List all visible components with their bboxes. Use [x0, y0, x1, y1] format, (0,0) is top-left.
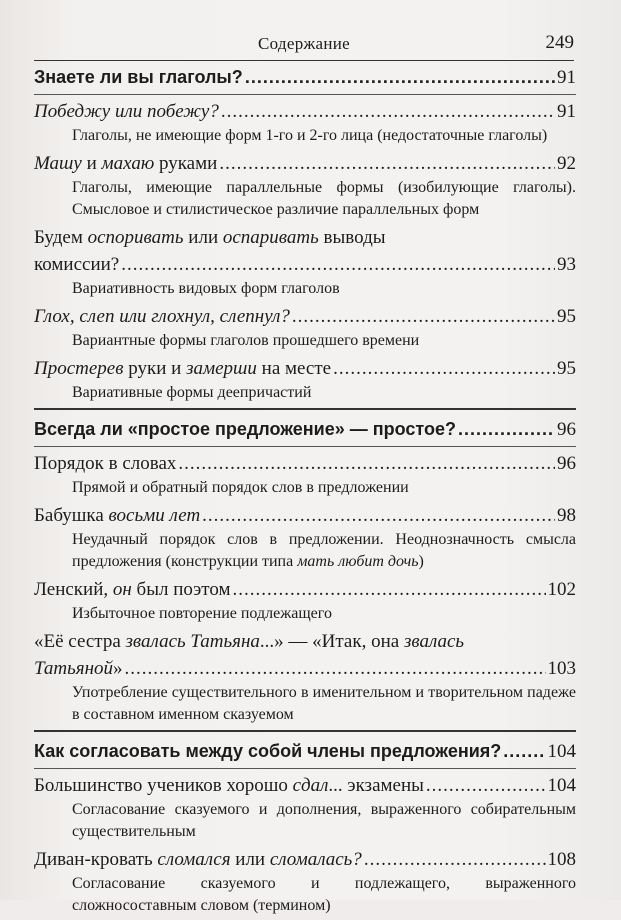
entry-title: Победжу или побежу?	[34, 101, 219, 122]
header-title: Содержание	[257, 34, 351, 53]
running-header	[34, 30, 574, 61]
table-of-contents	[34, 64, 576, 920]
entry-title-part: или	[230, 849, 270, 870]
entry-title-part: звалась Татьяна	[125, 631, 260, 652]
entry-title-part: руками	[154, 153, 218, 174]
section-heading[interactable]	[34, 416, 576, 443]
entry-title-part: замерши	[186, 358, 257, 379]
leader-dots	[503, 738, 545, 765]
toc-entry[interactable]	[34, 355, 576, 382]
leader-dots	[426, 772, 546, 799]
entry-title-part: он	[112, 579, 132, 600]
leader-dots	[364, 846, 546, 873]
section-divider	[34, 768, 576, 769]
section-divider	[34, 94, 576, 95]
page-ref: 91	[557, 67, 576, 88]
toc-entry[interactable]	[34, 150, 576, 177]
entry-description: Вариативность видовых форм глаголов	[72, 280, 340, 297]
leader-dots	[458, 416, 555, 443]
description-part: )	[418, 553, 424, 570]
leader-dots	[121, 251, 555, 278]
page-ref: 108	[547, 849, 576, 870]
leader-dots	[219, 150, 555, 177]
toc-entry[interactable]	[34, 251, 576, 278]
entry-title: Порядок в словах	[34, 453, 177, 474]
leader-dots	[221, 98, 555, 125]
entry-title-part: «Её сестра	[34, 631, 126, 652]
entry-title-part: выводы	[318, 227, 386, 248]
entry-title-part: Татьяной	[34, 658, 114, 679]
toc-entry[interactable]	[34, 655, 576, 682]
toc-entry[interactable]	[34, 576, 576, 603]
page-ref: 102	[547, 579, 576, 600]
entry-title-part: ...» — «Итак, она	[259, 631, 404, 652]
entry-title-part: ... экзамены	[328, 775, 424, 796]
entry-title-part: на месте	[256, 358, 332, 379]
entry-title-part: или	[183, 227, 223, 248]
section-title: Знаете ли вы глаголы?	[34, 67, 243, 87]
entry-title-part: сломался	[157, 849, 231, 870]
entry-title-part: махаю	[101, 153, 155, 174]
entry-title-part: оспоривать	[87, 227, 184, 248]
entry-title-part: Большинство учеников хорошо	[34, 775, 293, 796]
page-ref: 96	[557, 419, 576, 440]
header-page-number: 249	[545, 32, 574, 53]
page-ref: 98	[557, 505, 576, 526]
entry-title-part: Машу	[34, 153, 82, 174]
entry-description	[34, 529, 576, 573]
entry-description: Прямой и обратный порядок слов в предложении	[72, 479, 409, 496]
entry-title-part: Простерев	[34, 358, 124, 379]
section-divider	[34, 446, 576, 447]
entry-title-part: комиссии?	[34, 254, 120, 275]
entry-title-part: Ленский,	[34, 579, 113, 600]
page-ref: 103	[547, 658, 576, 679]
entry-title-part: Бабушка	[34, 505, 109, 526]
entry-description: Согласование сказуемого и подлежащего, выраженного сложносоставным словом (термином)	[72, 875, 576, 914]
page-ref: 91	[557, 101, 576, 122]
page-ref: 95	[557, 358, 576, 379]
section-divider	[34, 408, 576, 410]
entry-title-part: звалась	[403, 631, 465, 652]
section-heading[interactable]	[34, 738, 576, 765]
entry-title-part: руки и	[123, 358, 187, 379]
description-part: мать любит дочь	[297, 553, 419, 570]
leader-dots	[245, 64, 555, 91]
toc-entry-line[interactable]	[34, 628, 576, 655]
entry-title-part: Диван-кровать	[34, 849, 158, 870]
entry-description: Вариативные формы деепричастий	[72, 384, 312, 401]
page-ref: 93	[557, 254, 576, 275]
entry-description: Глаголы, имеющие параллельные формы (изобилующие глаголы). Смысловое и стилистическое различие параллельных форм	[72, 179, 576, 218]
section-heading[interactable]	[34, 64, 576, 91]
section-title: Как согласовать между собой члены предложения?	[34, 741, 502, 761]
entry-title-part: и	[81, 153, 102, 174]
entry-title-part: сдал	[292, 775, 329, 796]
section-title: Всегда ли «простое предложение» — простое?	[34, 419, 456, 439]
toc-entry[interactable]	[34, 303, 576, 330]
page-ref: 95	[557, 306, 576, 327]
toc-entry[interactable]	[34, 450, 576, 477]
leader-dots	[202, 502, 555, 529]
toc-entry[interactable]	[34, 98, 576, 125]
entry-title-part: был поэтом	[131, 579, 231, 600]
entry-title-part: Будем	[34, 227, 88, 248]
leader-dots	[333, 355, 555, 382]
entry-description: Глаголы, не имеющие форм 1-го и 2-го лица (недостаточные глаголы)	[72, 127, 548, 144]
page-ref: 104	[547, 775, 576, 796]
entry-title: Глох, слеп или глохнул, слепнул?	[34, 306, 290, 327]
toc-entry[interactable]	[34, 846, 576, 873]
toc-entry-line[interactable]	[34, 224, 576, 251]
page-ref: 92	[557, 153, 576, 174]
leader-dots	[125, 655, 546, 682]
description-part: Неудачный порядок слов в предложении. Неоднозначность смысла предложения (конструкции типа	[72, 531, 576, 570]
leader-dots	[178, 450, 555, 477]
toc-entry[interactable]	[34, 502, 576, 529]
leader-dots	[232, 576, 545, 603]
page-ref: 96	[557, 453, 576, 474]
toc-entry[interactable]	[34, 772, 576, 799]
entry-title-part: восьми лет	[108, 505, 201, 526]
entry-description: Согласование сказуемого и дополнения, выраженного собирательным существительным	[72, 801, 576, 840]
entry-description: Употребление существительного в именительном и творительном падеже в составном именном сказуемом	[72, 684, 576, 723]
section-divider	[34, 730, 576, 732]
entry-title-part: оспаривать	[222, 227, 319, 248]
entry-description: Вариантные формы глаголов прошедшего времени	[72, 332, 420, 349]
leader-dots	[292, 303, 555, 330]
entry-title-part: »	[113, 658, 123, 679]
entry-description: Избыточное повторение подлежащего	[72, 605, 332, 622]
entry-title-part: сломалась?	[269, 849, 362, 870]
page-ref: 104	[547, 741, 576, 762]
